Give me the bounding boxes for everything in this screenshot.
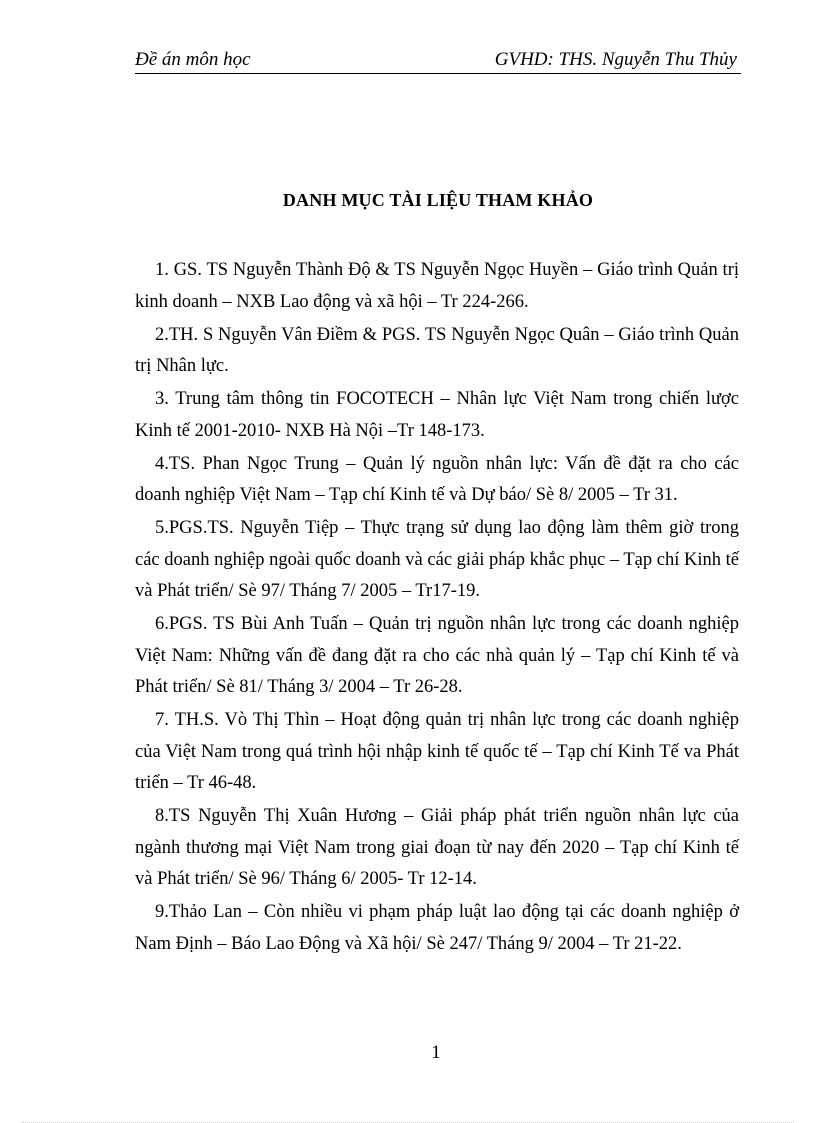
reference-item-4: 4.TS. Phan Ngọc Trung – Quản lý nguồn nhân lực: Vấn đề đặt ra cho các doanh nghiệp Việt Nam – Tạp chí Kinh tế và Dự báo/ Sè 8/ 2005 – Tr 31. [135, 453, 739, 505]
header-course-label: Đề án môn học [135, 49, 251, 70]
reference-item-6: 6.PGS. TS Bùi Anh Tuấn – Quản trị nguồn nhân lực trong các doanh nghiệp Việt Nam: Những vấn đề đang đặt ra cho các nhà quản lý – Tạp chí Kinh tế và Phát triển/ Sè 81/ Tháng 3/ 2004 – Tr 26-28. [135, 614, 739, 697]
reference-item-7: 7. TH.S. Vò Thị Thìn – Hoạt động quản trị nhân lực trong các doanh nghiệp của Việt Nam trong quá trình hội nhập kinh tế quốc tế – Tạp chí Kinh Tế va Phát triển – Tr 46-48. [135, 710, 739, 793]
header-supervisor: GVHD: THS. Nguyễn Thu Thủy [494, 49, 737, 70]
reference-item-5: 5.PGS.TS. Nguyễn Tiệp – Thực trạng sử dụng lao động làm thêm giờ trong các doanh nghiệp ngoài quốc doanh và các giải pháp khắc phục – Tạp chí Kinh tế và Phát triển/ Sè 97/ Tháng 7/ 2005 – Tr17-19. [135, 518, 739, 601]
reference-item-1: 1. GS. TS Nguyễn Thành Độ & TS Nguyễn Ngọc Huyền – Giáo trình Quản trị kinh doanh – NXB Lao động và xã hội – Tr 224-266. [135, 260, 739, 312]
reference-item-8: 8.TS Nguyễn Thị Xuân Hương – Giải pháp phát triển nguồn nhân lực của ngành thương mại Việt Nam trong giai đoạn từ nay đến 2020 – Tạp chí Kinh tế và Phát triển/ Sè 96/ Tháng 6/ 2005- Tr 12-14. [135, 806, 739, 889]
page-number: 1 [431, 1042, 441, 1063]
page-header [135, 49, 741, 74]
reference-item-2: 2.TH. S Nguyễn Vân Điềm & PGS. TS Nguyễn Ngọc Quân – Giáo trình Quản trị Nhân lực. [135, 324, 739, 376]
reference-item-3: 3. Trung tâm thông tin FOCOTECH – Nhân lực Việt Nam trong chiến lược Kinh tế 2001-2010- NXB Hà Nội –Tr 148-173. [135, 389, 739, 441]
page-title: DANH MỤC TÀI LIỆU THAM KHẢO [282, 190, 594, 210]
reference-list [135, 255, 739, 962]
reference-item-9: 9.Thảo Lan – Còn nhiều vi phạm pháp luật lao động tại các doanh nghiệp ở Nam Định – Báo Lao Động và Xã hội/ Sè 247/ Tháng 9/ 2004 – Tr 21-22. [135, 902, 739, 954]
